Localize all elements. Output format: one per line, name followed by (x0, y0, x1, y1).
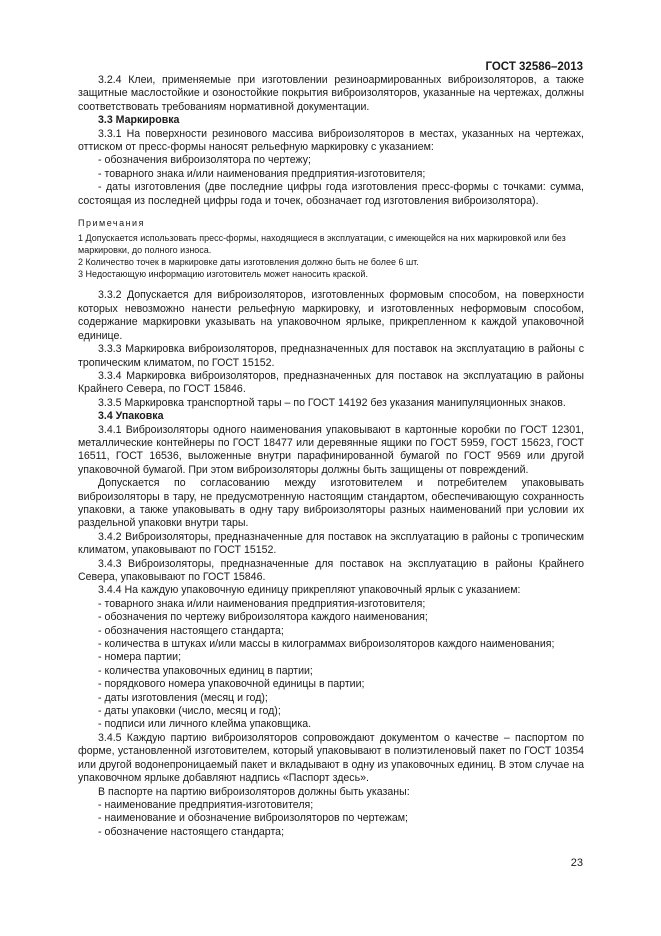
note-item: 1 Допускается использовать пресс-формы, находящиеся в эксплуатации, с имеющейся на них маркировкой или без маркировки, до полного износа. (78, 233, 566, 256)
section-title-3-4: 3.4 Упаковка (98, 410, 164, 423)
notes-title: Примечания (78, 218, 145, 229)
list-item: - даты изготовления (месяц и год); (98, 691, 268, 704)
paragraph-3-4-1-continued: Допускается по согласованию между изготовителем и потребителем упаковывать виброизоляторы в тару, не предусмотренную настоящим стандартом, обеспечивающую сохранность упаковки, а также упаковывать в одну тару виброизоляторы разных наименований при условии их раздельной упаковки внутри тары. (78, 477, 584, 530)
paragraph-3-4-5: 3.4.5 Каждую партию виброизоляторов сопровождают документом о качестве – паспортом по форме, установленной изготовителем, который упаковывают в полиэтиленовый пакет по ГОСТ 10354 или другой водонепроницаемый пакет и вкладывают в одну из упаковочных единиц. В этом случае на упаковочном ярлыке добавляют надпись «Паспорт здесь». (78, 731, 584, 785)
note-item: 3 Недостающую информацию изготовитель может наносить краской. (78, 269, 368, 280)
paragraph-3-3-1: 3.3.1 На поверхности резинового массива виброизоляторов в местах, указанных на чертежах, оттиском от пресс-формы наносят рельефную маркировку с указанием: (78, 127, 584, 154)
list-item: - подписи или личного клейма упаковщика. (98, 718, 312, 731)
paragraph-passport-intro: В паспорте на партию виброизоляторов должны быть указаны: (98, 785, 410, 798)
list-item: - обозначение настоящего стандарта; (98, 825, 285, 838)
paragraph-3-2-4: 3.2.4 Клеи, применяемые при изготовлении резиноармированных виброизоляторов, а также защитные маслостойкие и озоностойкие покрытия виброизоляторов, указанные на чертежах, должны соответствовать требованиям нормативной документации. (78, 74, 584, 113)
list-item: - товарного знака и/или наименования предприятия-изготовителя; (98, 167, 426, 180)
paragraph-3-4-2: 3.4.2 Виброизоляторы, предназначенные для поставок на эксплуатацию в районы с тропическим климатом, упаковывают по ГОСТ 15152. (78, 530, 584, 557)
paragraph-3-3-2: 3.3.2 Допускается для виброизоляторов, изготовленных формовым способом, на поверхности которых невозможно нанести рельефную маркировку, и изготовленных неформовым способом, содержание маркировки указывать на упаковочном ярлыке, прикрепленном к каждой упаковочной единице. (78, 289, 584, 342)
paragraph-3-4-3: 3.4.3 Виброизоляторы, предназначенные для поставок на эксплуатацию в районы Крайнего Севера, упаковывают по ГОСТ 15846. (78, 557, 584, 583)
list-item: - обозначения виброизолятора по чертежу; (98, 154, 312, 167)
list-item: - даты изготовления (две последние цифры года изготовления пресс-формы с точками: сумма, состоящая из последней цифры года и точек, обозначает год изготовления виброизолятора). (78, 181, 584, 207)
section-title-3-3: 3.3 Маркировка (98, 114, 180, 127)
paragraph-3-4-1: 3.4.1 Виброизоляторы одного наименования упаковывают в картонные коробки по ГОСТ 12301, металлические контейнеры по ГОСТ 18477 или деревянные ящики по ГОСТ 5959, ГОСТ 15623, ГОСТ 16511, ГОСТ 16536, выложенные внутри парафинированной бумагой по ГОСТ 9569 или другой упаковочной бумагой. При этом виброизоляторы должны быть защищены от повреждений. (78, 423, 584, 476)
page-body (78, 74, 584, 839)
list-item: - номера партии; (98, 651, 182, 664)
paragraph-3-3-5: 3.3.5 Маркировка транспортной тары – по ГОСТ 14192 без указания манипуляционных знаков. (98, 396, 566, 409)
page-number: 23 (570, 857, 583, 869)
standard-header: ГОСТ 32586–2013 (485, 61, 583, 73)
list-item: - количества в штуках и/или массы в килограммах виброизоляторов каждого наименования; (98, 638, 555, 651)
list-item: - даты упаковки (число, месяц и год); (98, 705, 281, 718)
list-item: - наименование и обозначение виброизоляторов по чертежам; (98, 812, 408, 825)
list-item: - наименование предприятия-изготовителя; (98, 798, 314, 811)
note-item: 2 Количество точек в маркировке даты изготовления должно быть не более 6 шт. (78, 257, 419, 268)
paragraph-3-3-3: 3.3.3 Маркировка виброизоляторов, предназначенных для поставок на эксплуатацию в районы с тропическим климатом, по ГОСТ 15152. (78, 343, 584, 369)
list-item: - количества упаковочных единиц в партии; (98, 664, 313, 677)
list-item: - товарного знака и/или наименования предприятия-изготовителя; (98, 597, 426, 610)
list-item: - обозначения настоящего стандарта; (98, 624, 284, 637)
list-item: - обозначения по чертежу виброизолятора каждого наименования; (98, 611, 428, 624)
list-item: - порядкового номера упаковочной единицы в партии; (98, 678, 365, 691)
paragraph-3-4-4: 3.4.4 На каждую упаковочную единицу прикрепляют упаковочный ярлык с указанием: (98, 584, 521, 597)
paragraph-3-3-4: 3.3.4 Маркировка виброизоляторов, предназначенных для поставок на эксплуатацию в районы Крайнего Севера, по ГОСТ 15846. (78, 369, 584, 396)
